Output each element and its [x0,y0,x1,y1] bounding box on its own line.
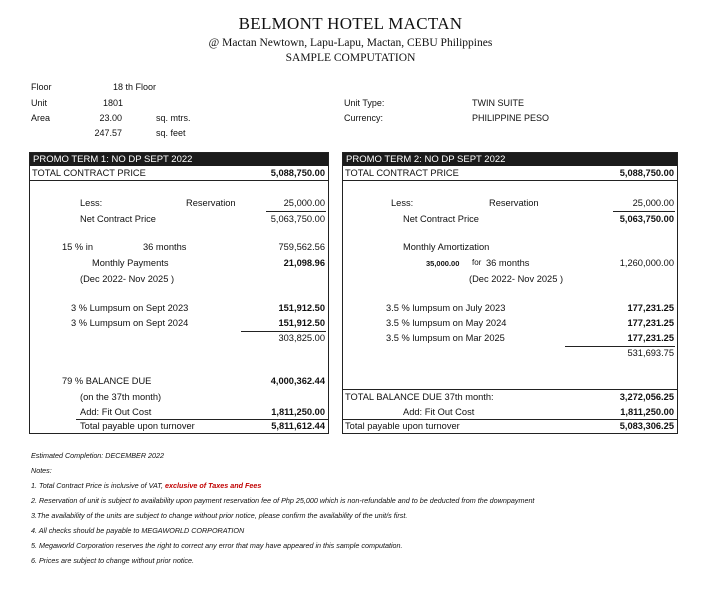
t1-lump2-value: 151,912.50 [278,318,325,328]
hotel-title: BELMONT HOTEL MACTAN [238,14,463,33]
area-sqft: 247.57 [94,128,122,138]
t1-balance-note: (on the 37th month) [80,392,162,402]
floor-label: Floor [31,82,52,92]
t1-less-label: Less: [80,198,103,208]
unit-value: 1801 [103,98,124,108]
computation-subtitle: SAMPLE COMPUTATION [285,52,416,64]
t2-amort-for: for [472,258,482,267]
t1-total-label: Total payable upon turnover [80,421,195,431]
t2-amort-label: Monthly Amortization [403,242,490,252]
t2-amort-months: 36 months [486,258,530,268]
note-1 [31,481,261,490]
area-sqm-unit: sq. mtrs. [156,113,191,123]
t1-fitout-value: 1,811,250.00 [271,407,325,417]
t1-period: (Dec 2022- Nov 2025 ) [80,274,175,284]
t1-monthly-value: 21,098.96 [283,258,325,268]
promo-term-2-panel [342,152,678,434]
t2-total-label: Total payable upon turnover [345,421,460,431]
t2-lump2-value: 177,231.25 [627,318,674,328]
estimated-completion: Estimated Completion: DECEMBER 2022 [31,451,165,460]
t2-tcp-label: TOTAL CONTRACT PRICE [345,168,459,178]
t1-ncp-value: 5,063,750.00 [270,214,325,224]
t1-total-value: 5,811,612.44 [271,421,325,431]
unit-type-value: TWIN SUITE [472,98,524,108]
t1-pct-label: 15 % in [62,242,94,252]
area-sqft-unit: sq. feet [156,128,186,138]
t1-fitout-label: Add: Fit Out Cost [80,407,152,417]
area-label: Area [31,113,51,123]
unit-type-label: Unit Type: [344,98,385,108]
unit-label: Unit [31,98,48,108]
t2-fitout-value: 1,811,250.00 [620,407,674,417]
t1-lump-total: 303,825.00 [278,333,325,343]
t1-balance-value: 4,000,362.44 [270,376,325,386]
t1-ncp-label: Net Contract Price [80,214,156,224]
t1-tcp-value: 5,088,750.00 [270,168,325,178]
t1-tcp-label: TOTAL CONTRACT PRICE [32,168,146,178]
t2-lump-total: 531,693.75 [627,348,674,358]
hotel-address: @ Mactan Newtown, Lapu-Lapu, Mactan, CEBU Philippines [208,37,493,49]
t2-lump1-label: 3.5 % lumpsum on July 2023 [386,303,506,313]
t2-total-value: 5,083,306.25 [619,421,674,431]
t2-lump3-label: 3.5 % lumpsum on Mar 2025 [386,333,505,343]
note-3: 3.The availability of the units are subject to change without prior notice, please confirm the availability of the unit/s first. [31,511,408,520]
t1-pct-value: 759,562.56 [278,242,325,252]
t1-lump2-label: 3 % Lumpsum on Sept 2024 [71,318,189,328]
t1-reservation-value: 25,000.00 [283,198,325,208]
t2-ncp-label: Net Contract Price [403,214,479,224]
t1-reservation-label: Reservation [186,198,236,208]
currency-value: PHILIPPINE PESO [472,113,550,123]
note-2: 2. Reservation of unit is subject to availability upon payment reservation fee of Php 25,000 which is non-refundable and to be deducted from the downpayment [31,496,535,505]
t1-balance-label: 79 % BALANCE DUE [62,376,152,386]
t2-period: (Dec 2022- Nov 2025 ) [469,274,564,284]
area-sqm: 23.00 [99,113,122,123]
t2-amort-amount: 35,000.00 [426,259,460,268]
t1-lump1-value: 151,912.50 [278,303,325,313]
t2-less-label: Less: [391,198,414,208]
note-1-emphasis: exclusive of Taxes and Fees [164,481,262,490]
t2-lump3-value: 177,231.25 [627,333,674,343]
t2-amort-value: 1,260,000.00 [619,258,674,268]
t2-fitout-label: Add: Fit Out Cost [403,407,475,417]
t2-reservation-label: Reservation [489,198,539,208]
t1-months-label: 36 months [143,242,187,252]
note-6: 6. Prices are subject to change without prior notice. [31,556,195,565]
t1-monthly-label: Monthly Payments [92,258,169,268]
promo-term-1-panel [29,152,329,434]
note-1-text: 1. Total Contract Price is inclusive of VAT, [31,481,163,490]
t2-tcp-value: 5,088,750.00 [619,168,674,178]
currency-label: Currency: [344,113,384,123]
t1-lump1-label: 3 % Lumpsum on Sept 2023 [71,303,189,313]
promo-term-2-title: PROMO TERM 2: NO DP SEPT 2022 [343,153,677,166]
floor-value: 18 th Floor [113,82,157,92]
t2-balance-value: 3,272,056.25 [619,392,674,402]
note-4: 4. All checks should be payable to MEGAWORLD CORPORATION [31,526,245,535]
t2-reservation-value: 25,000.00 [632,198,674,208]
t2-balance-label: TOTAL BALANCE DUE 37th month: [345,392,494,402]
promo-term-1-title: PROMO TERM 1: NO DP SEPT 2022 [30,153,328,166]
notes-heading: Notes: [31,466,52,475]
note-5: 5. Megaworld Corporation reserves the right to correct any error that may have appeared in this sample computation. [31,541,403,550]
t2-lump2-label: 3.5 % lumpsum on May 2024 [386,318,507,328]
t2-ncp-value: 5,063,750.00 [619,214,674,224]
t2-lump1-value: 177,231.25 [627,303,674,313]
